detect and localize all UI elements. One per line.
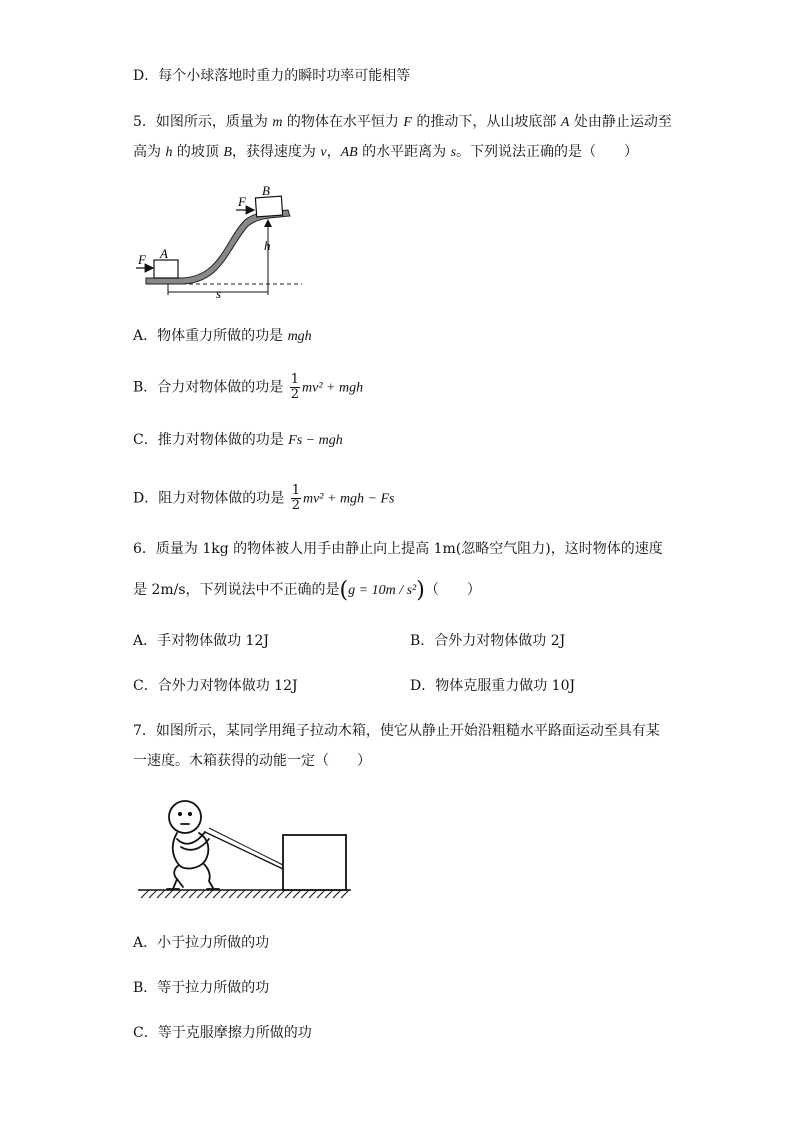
- ground-hatching: [141, 890, 349, 898]
- q5-option-b: B．合力对物体做的功是 $\frac{1}{2}$ mv² + mgh: [133, 372, 364, 402]
- q7-stem-line1: 7．如图所示，某同学用绳子拉动木箱，使它从静止开始沿粗糙水平路面运动至具有某: [133, 723, 660, 739]
- q5-option-c: C．推力对物体做的功是 Fs − mgh: [133, 432, 343, 448]
- fraction: $\frac{1}{2}$: [291, 483, 300, 513]
- q5-stem-line2: 高为 h 的坡顶 B，获得速度为 v，AB 的水平距离为 s。下列说法正确的是（ ）: [133, 144, 639, 160]
- q5-option-a: A．物体重力所做的功是 mgh: [133, 328, 312, 344]
- label-a: A: [160, 246, 168, 261]
- q5-slope-figure: [130, 180, 305, 300]
- person-figure: [167, 801, 219, 889]
- q5-stem-line1: 5．如图所示，质量为 m 的物体在水平恒力 F 的推动下，从山坡底部 A 处由静止运动至: [133, 114, 672, 130]
- fraction: $\frac{1}{2}$: [290, 372, 300, 402]
- rope: [205, 832, 283, 869]
- wooden-box: [283, 835, 346, 890]
- q7-option-b: B．等于拉力所做的功: [133, 980, 270, 996]
- label-f-bottom: F: [138, 252, 146, 267]
- label-f-top: F: [238, 194, 246, 209]
- q6-option-b: B．合外力对物体做功 2J: [410, 633, 566, 649]
- q6-option-d: D．物体克服重力做功 10J: [410, 678, 576, 694]
- q6-option-a: A．手对物体做功 12J: [133, 633, 269, 649]
- label-h: h: [264, 238, 271, 253]
- q6-option-c: C．合外力对物体做功 12J: [133, 678, 298, 694]
- q7-option-c: C．等于克服摩擦力所做的功: [133, 1025, 312, 1041]
- box-b: [255, 196, 282, 217]
- box-a: [154, 260, 178, 278]
- q6-stem-line1: 6．质量为 1kg 的物体被人用手由静止向上提高 1m(忽略空气阻力)，这时物体的速度: [133, 541, 663, 557]
- q6-stem-line2: 是 2m/s，下列说法中不正确的是(g = 10m / s²)（ ）: [133, 578, 481, 603]
- label-b: B: [262, 183, 270, 198]
- q7-stem-line2: 一速度。木箱获得的动能一定（ ）: [133, 753, 371, 769]
- label-s: s: [216, 286, 222, 300]
- q4-option-d: D．每个小球落地时重力的瞬时功率可能相等: [133, 68, 411, 84]
- q7-pulling-figure: [133, 795, 358, 905]
- q7-option-a: A．小于拉力所做的功: [133, 935, 270, 951]
- q5-option-d: D．阻力对物体做的功是 $\frac{1}{2}$ mv² + mgh − Fs: [133, 483, 395, 513]
